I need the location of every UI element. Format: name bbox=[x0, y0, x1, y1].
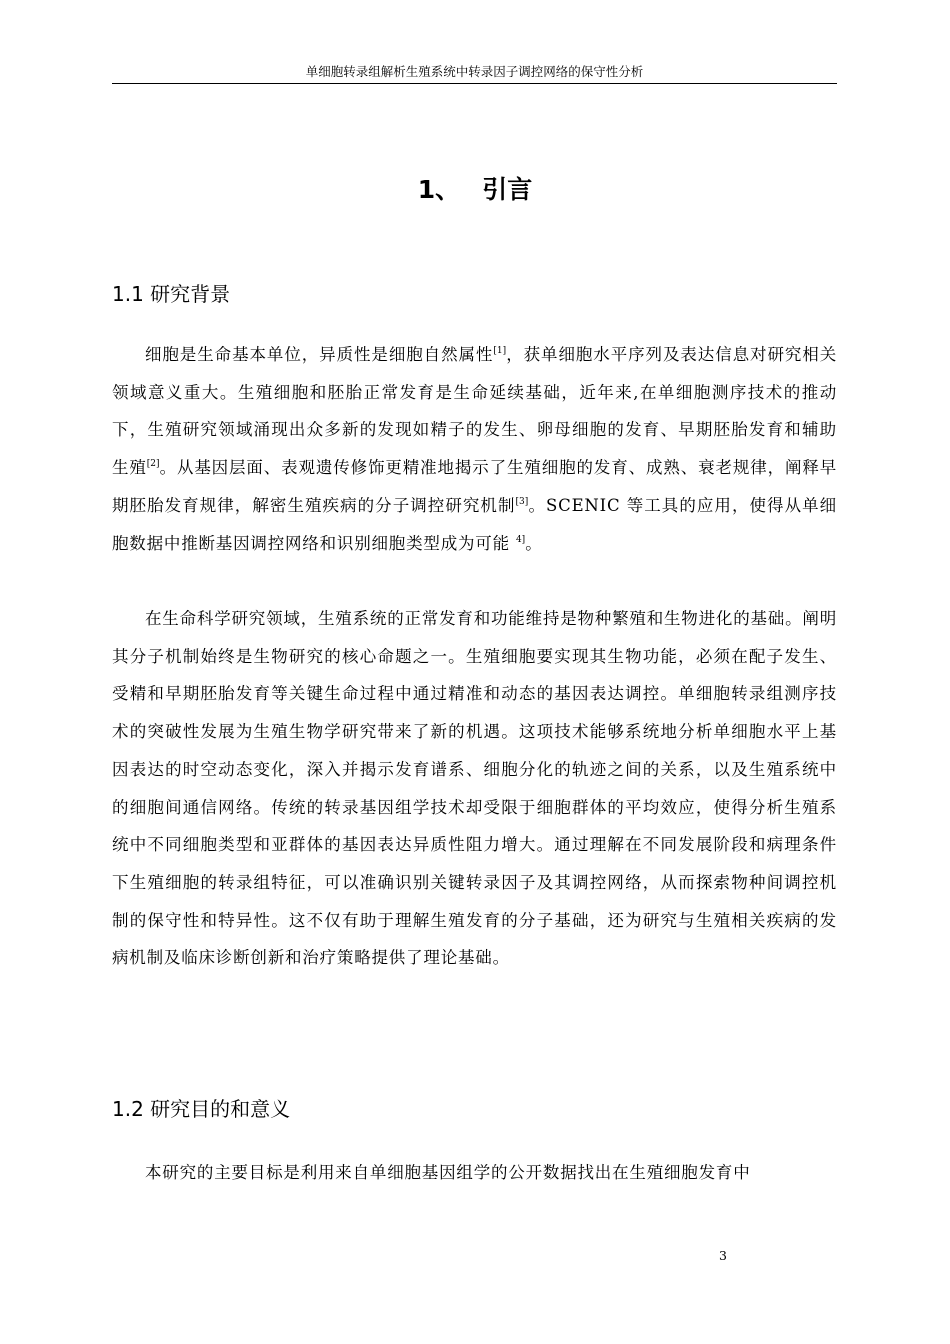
section-heading-1-2: 1.2 研究目的和意义 bbox=[112, 1097, 291, 1121]
paragraph-text: 。从基因层面、表观遗传修饰更精准地揭示了生殖细胞的发育、成熟、衰老规律，阐释早期胚胎发育规律，解密生殖疾病的分子调控研究机制 bbox=[112, 458, 837, 515]
paragraph-text: 细胞是生命基本单位，异质性是细胞自然属性 bbox=[145, 345, 494, 364]
paragraph-background-1 bbox=[112, 336, 837, 562]
citation-4: 4] bbox=[515, 534, 526, 545]
page-number: 3 bbox=[719, 1248, 727, 1263]
running-header: 单细胞转录组解析生殖系统中转录因子调控网络的保守性分析 bbox=[305, 64, 644, 79]
section-heading-1-1: 1.1 研究背景 bbox=[112, 282, 231, 306]
citation-2: [2] bbox=[146, 459, 160, 470]
paragraph-purpose-1: 本研究的主要目标是利用来自单细胞基因组学的公开数据找出在生殖细胞发育中 bbox=[145, 1163, 751, 1182]
paragraph-text: 。 bbox=[525, 533, 543, 553]
paragraph-text: ，获单细胞水平序列及表达信息对研究相关领域意义重大。生殖细胞和胚胎正常发育是生命延续基础，近年来,在单细胞测序技术的推动下，生殖研究领域涌现出众多新的发现如精子的发生、卵母细胞的发育、早期胚胎发育和辅助生殖 bbox=[112, 345, 838, 478]
citation-1: [1] bbox=[493, 346, 507, 356]
paragraph-background-2: 在生命科学研究领域，生殖系统的正常发育和功能维持是物种繁殖和生物进化的基础。阐明其分子机制始终是生物研究的核心命题之一。生殖细胞要实现其生物功能，必须在配子发生、受精和早期胚胎发育等关键生命过程中通过精准和动态的基因表达调控。单细胞转录组测序技术的突破性发展为生殖生物学研究带来了新的机遇。这项技术能够系统地分析单细胞水平上基因表达的时空动态变化，深入并揭示发育谱系、细胞分化的轨迹之间的关系，以及生殖系统中的细胞间通信网络。传统的转录基因组学技术却受限于细胞群体的平均效应，使得分析生殖系统中不同细胞类型和亚群体的基因表达异质性阻力增大。通过理解在不同发展阶段和病理条件下生殖细胞的转录组特征，可以准确识别关键转录因子及其调控网络，从而探索物种间调控机制的保守性和特异性。这不仅有助于理解生殖发育的分子基础，还为研究与生殖相关疾病的发病机制及临床诊断创新和治疗策略提供了理论基础。 bbox=[112, 609, 837, 968]
chapter-number: 1、 bbox=[417, 175, 461, 204]
chapter-title-text: 引言 bbox=[482, 175, 533, 204]
chapter-title bbox=[0, 172, 950, 208]
citation-3: [3] bbox=[515, 496, 529, 507]
paragraph-text: 。SCENIC 等工具的应用，使得从单细胞数据中推断基因调控网络和识别细胞类型成为可能 bbox=[112, 495, 837, 553]
header-rule bbox=[112, 83, 837, 84]
